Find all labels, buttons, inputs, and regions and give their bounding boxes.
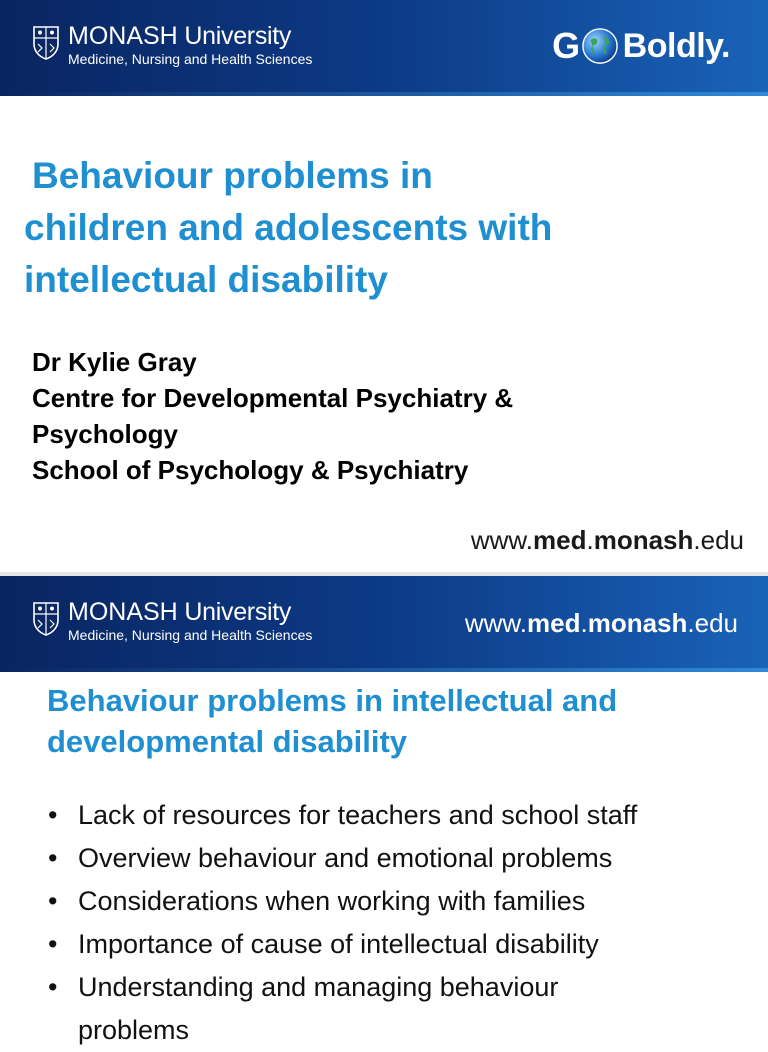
bullet-icon: • [48, 886, 58, 916]
url-monash: monash [587, 608, 688, 638]
title-line: developmental disability [47, 724, 408, 759]
url-med: med [533, 525, 587, 555]
brand-name-rest: University [177, 22, 292, 50]
bullet-text: Considerations when working with families [78, 886, 586, 916]
banner-stripe [0, 668, 768, 672]
website-url [465, 608, 738, 639]
url-suffix: .edu [693, 525, 744, 555]
list-item [48, 880, 748, 923]
author-line: Psychology [32, 419, 178, 449]
bullet-icon: • [48, 972, 58, 1002]
bullet-icon: • [48, 929, 58, 959]
brand-name-rest: University [177, 598, 292, 626]
url-prefix: www. [470, 525, 533, 555]
bullet-text: Lack of resources for teachers and school staff [78, 800, 638, 830]
bullet-text: Overview behaviour and emotional problems [78, 843, 613, 873]
monash-crest-icon [33, 602, 59, 636]
url-dot: . [580, 608, 588, 638]
author-line: School of Psychology & Psychiatry [32, 455, 469, 485]
go-letter-g: G [552, 25, 580, 66]
bullet-text: Understanding and managing behaviour [78, 972, 559, 1002]
author-line: Dr Kylie Gray [32, 347, 197, 377]
title-line: Behaviour problems in [32, 155, 433, 196]
banner-stripe [0, 92, 768, 96]
title-line: intellectual disability [24, 259, 388, 300]
author-block [32, 344, 752, 488]
brand-faculty: Medicine, Nursing and Health Sciences [68, 627, 313, 643]
slide-2-title [47, 680, 747, 762]
author-line: Centre for Developmental Psychiatry & [32, 383, 514, 413]
bullet-text: problems [78, 1015, 190, 1045]
list-item [48, 837, 748, 880]
title-line: Behaviour problems in intellectual and [47, 683, 618, 718]
url-med: med [527, 608, 581, 638]
bullet-icon: • [48, 800, 58, 830]
university-brand [68, 598, 312, 643]
list-item [48, 923, 748, 966]
list-item [48, 966, 748, 1009]
brand-faculty: Medicine, Nursing and Health Sciences [68, 51, 313, 67]
brand-name-bold: MONASH [68, 598, 178, 626]
bullet-text: Importance of cause of intellectual disability [78, 929, 599, 959]
globe-icon [581, 27, 619, 65]
header-banner [0, 0, 768, 92]
slide-1-title [24, 150, 744, 306]
url-monash: monash [593, 525, 694, 555]
url-dot: . [586, 525, 594, 555]
bullet-list [48, 794, 748, 1052]
boldly-word: Boldly. [622, 26, 730, 65]
header-banner [0, 576, 768, 668]
title-line: children and adolescents with [24, 207, 553, 248]
monash-crest-icon [33, 26, 59, 60]
university-brand [68, 22, 312, 67]
url-prefix: www. [464, 608, 527, 638]
slide-2 [0, 576, 768, 1045]
brand-name-bold: MONASH [68, 22, 178, 50]
list-item-continuation [48, 1009, 748, 1052]
list-item [48, 794, 748, 837]
go-boldly-logo [552, 24, 730, 68]
url-suffix: .edu [687, 608, 738, 638]
website-url [471, 525, 744, 556]
bullet-icon: • [48, 843, 58, 873]
